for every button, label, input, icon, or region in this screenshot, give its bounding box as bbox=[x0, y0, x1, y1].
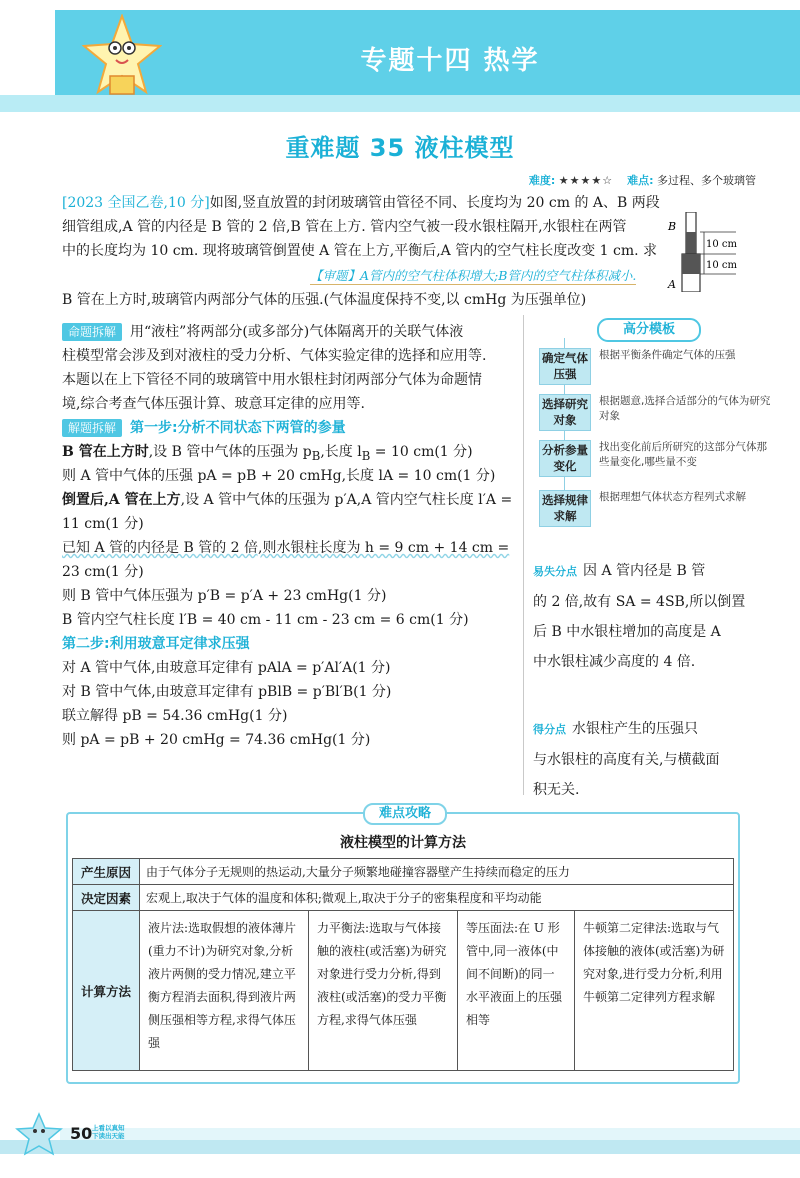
star-mascot-icon bbox=[82, 14, 162, 104]
review-hint: 【审题】A管内的空气柱体积增大;B管内的空气柱体积减小. bbox=[310, 268, 637, 283]
template-box: 选择研究对象 bbox=[539, 394, 591, 431]
command-line-3: 本题以在上下管径不同的玻璃管中用水银柱封闭两部分气体为命题情 bbox=[62, 372, 482, 388]
problem-line-2: 细管组成,A 管的内径是 B 管的 2 倍,B 管在上方. 管内空气被一段水银柱隔开,水银柱在两管 bbox=[62, 219, 627, 235]
s1-lead: B 管在上方时 bbox=[62, 444, 149, 460]
command-line-4: 境,综合考查气体压强计算、玻意耳定律的应用等. bbox=[62, 396, 365, 412]
mistake-line: 因 A 管内径是 B 管 bbox=[583, 563, 706, 579]
solution-line-6: 23 cm(1 分) bbox=[62, 564, 144, 580]
solution-line-10: 对 B 管中气体,由玻意耳定律有 pBlB = p′Bl′B(1 分) bbox=[62, 684, 392, 700]
footer-band-light bbox=[60, 1128, 800, 1140]
solution-line-8: B 管内空气柱长度 l′B = 40 cm - 11 cm - 23 cm = 6 cm(1 分) bbox=[62, 612, 469, 628]
row-text-cause: 由于气体分子无规则的热运动,大量分子频繁地碰撞容器壁产生持续而稳定的压力 bbox=[140, 859, 734, 885]
table-row bbox=[73, 885, 734, 911]
score-line: 与水银柱的高度有关,与横截面 bbox=[533, 752, 720, 768]
analysis-column bbox=[62, 320, 518, 752]
command-line-1: 用“液柱”将两部分(或多部分)气体隔离开的关联气体液 bbox=[130, 324, 464, 340]
method-isobaric-surface: 等压面法:在 U 形管中,同一液体(中间不间断)的同一水平液面上的压强相等 bbox=[458, 911, 575, 1071]
solution-line-5: 已知 A 管的内径是 B 管的 2 倍,则水银柱长度为 h = 9 cm + 14 cm = bbox=[62, 540, 510, 556]
score-line: 积无关. bbox=[533, 782, 580, 798]
solution-line-2: 则 A 管中气体的压强 pA = pB + 20 cmHg,长度 lA = 10 cm(1 分) bbox=[62, 468, 496, 484]
dim-bottom: 10 cm bbox=[706, 260, 737, 271]
footer-slogan bbox=[92, 1124, 125, 1140]
solution-line-3 bbox=[62, 488, 518, 512]
template-desc: 找出变化前后所研究的这部分气体那些量变化,哪些量不变 bbox=[599, 441, 767, 468]
page-number: 50 bbox=[70, 1124, 93, 1143]
template-box: 分析参量变化 bbox=[539, 440, 591, 477]
mistake-note bbox=[533, 556, 773, 677]
footer-band bbox=[0, 1140, 800, 1154]
score-line: 水银柱产生的压强只 bbox=[572, 721, 698, 737]
template-desc: 根据题意,选择合适部分的气体为研究对象 bbox=[599, 395, 771, 422]
step-1-title: 第一步:分析不同状态下两管的参量 bbox=[130, 420, 346, 436]
method-liquid-slice: 液片法:选取假想的液体薄片(重力不计)为研究对象,分析液片两侧的受力情况,建立平衡方程消去面积,得到液片两侧压强相等方程,求得气体压强 bbox=[140, 911, 309, 1071]
score-tag: 得分点 bbox=[533, 723, 566, 736]
s1-c: = 10 cm(1 分) bbox=[370, 444, 473, 460]
table-row bbox=[73, 859, 734, 885]
strategy-panel bbox=[66, 806, 740, 1084]
template-desc: 根据平衡条件确定气体的压强 bbox=[599, 349, 736, 361]
page-heading: 重难题 35 液柱模型 bbox=[285, 134, 515, 162]
solution-line-12: 则 pA = pB + 20 cmHg = 74.36 cmHg(1 分) bbox=[62, 732, 371, 748]
mistake-line: 中水银柱减少高度的 4 倍. bbox=[533, 654, 696, 670]
column-divider bbox=[523, 315, 524, 795]
page-header bbox=[0, 0, 800, 112]
row-text-factor: 宏观上,取决于气体的温度和体积;微观上,取决于分子的密集程度和平均动能 bbox=[140, 885, 734, 911]
command-line-2: 柱模型常会涉及到对液柱的受力分析、气体实验定律的选择和应用等. bbox=[62, 348, 487, 364]
header-title: 专题十四 热学 bbox=[360, 46, 540, 76]
difficulty-meta bbox=[529, 172, 756, 188]
row-head-method: 计算方法 bbox=[73, 911, 140, 1071]
row-head-cause: 产生原因 bbox=[73, 859, 140, 885]
difficulty-stars: ★★★★☆ bbox=[558, 174, 614, 187]
method-force-balance: 力平衡法:选取与气体接触的液柱(或活塞)为研究对象进行受力分析,得到液柱(或活塞)的受力平衡方程,求得气体压强 bbox=[309, 911, 458, 1071]
row-head-factor: 决定因素 bbox=[73, 885, 140, 911]
solution-line-11: 联立解得 pB = 54.36 cmHg(1 分) bbox=[62, 708, 288, 724]
methods-table bbox=[72, 858, 734, 1071]
solution-line-9: 对 A 管中气体,由玻意耳定律有 pAlA = p′Al′A(1 分) bbox=[62, 660, 391, 676]
solution-line-4: 11 cm(1 分) bbox=[62, 516, 144, 532]
template-title: 高分模板 bbox=[597, 318, 701, 342]
panel-title: 液柱模型的计算方法 bbox=[340, 835, 466, 851]
key-point-label: 难点: bbox=[627, 174, 654, 187]
mistake-line: 的 2 倍,故有 SA = 4SB,所以倒置 bbox=[533, 594, 746, 610]
glass-tube-diagram bbox=[664, 212, 744, 292]
panel-tab: 难点攻略 bbox=[363, 803, 447, 825]
label-b: B bbox=[668, 220, 677, 233]
problem-line-1: 如图,竖直放置的封闭玻璃管由管径不同、长度均为 20 cm 的 A、B 两段 bbox=[209, 195, 660, 211]
template-desc: 根据理想气体状态方程列式求解 bbox=[599, 491, 746, 503]
problem-statement bbox=[62, 192, 666, 264]
l3-rest: ,设 A 管中气体的压强为 p′A,A 管内空气柱长度 l′A = bbox=[180, 492, 513, 508]
template-box: 确定气体压强 bbox=[539, 348, 591, 385]
star-mascot-small-icon bbox=[14, 1112, 64, 1156]
s1-sub1: B bbox=[311, 448, 321, 463]
template-box: 选择规律求解 bbox=[539, 490, 591, 527]
slogan-line-1: 上看以真知 bbox=[92, 1124, 125, 1132]
difficulty-label: 难度: bbox=[528, 174, 556, 187]
problem-tail: B 管在上方时,玻璃管内两部分气体的压强.(气体温度保持不变,以 cmHg 为压强单位) bbox=[62, 292, 587, 308]
slogan-line-2: 下读出天能 bbox=[92, 1132, 125, 1140]
mistake-line: 后 B 中水银柱增加的高度是 A bbox=[533, 624, 721, 640]
tag-command: 命题拆解 bbox=[62, 323, 122, 341]
label-a: A bbox=[668, 278, 676, 291]
s1-b: ,长度 l bbox=[320, 444, 362, 460]
problem-source: [2023 全国乙卷,10 分] bbox=[62, 195, 210, 211]
step-2-title: 第二步:利用玻意耳定律求压强 bbox=[62, 636, 250, 652]
s1-sub2: B bbox=[361, 448, 371, 463]
s1-a: ,设 B 管中气体的压强为 p bbox=[148, 444, 312, 460]
solution-line-7: 则 B 管中气体压强为 p′B = p′A + 23 cmHg(1 分) bbox=[62, 588, 387, 604]
mistake-tag: 易失分点 bbox=[533, 565, 577, 578]
tag-solution: 解题拆解 bbox=[62, 419, 122, 437]
key-point-value: 多过程、多个玻璃管 bbox=[657, 174, 756, 187]
score-note bbox=[533, 714, 773, 805]
dim-top: 10 cm bbox=[706, 239, 737, 250]
table-row bbox=[73, 911, 734, 1071]
problem-line-3: 中的长度均为 10 cm. 现将玻璃管倒置使 A 管在上方,平衡后,A 管内的空气柱长度改变 1 cm. 求 bbox=[62, 243, 658, 259]
method-newton-second-law: 牛顿第二定律法:选取与气体接触的液体(或活塞)为研究对象,进行受力分析,利用牛顿第二定律列方程求解 bbox=[575, 911, 734, 1071]
l3-lead: 倒置后,A 管在上方 bbox=[62, 492, 181, 508]
solution-line-1 bbox=[62, 440, 518, 464]
